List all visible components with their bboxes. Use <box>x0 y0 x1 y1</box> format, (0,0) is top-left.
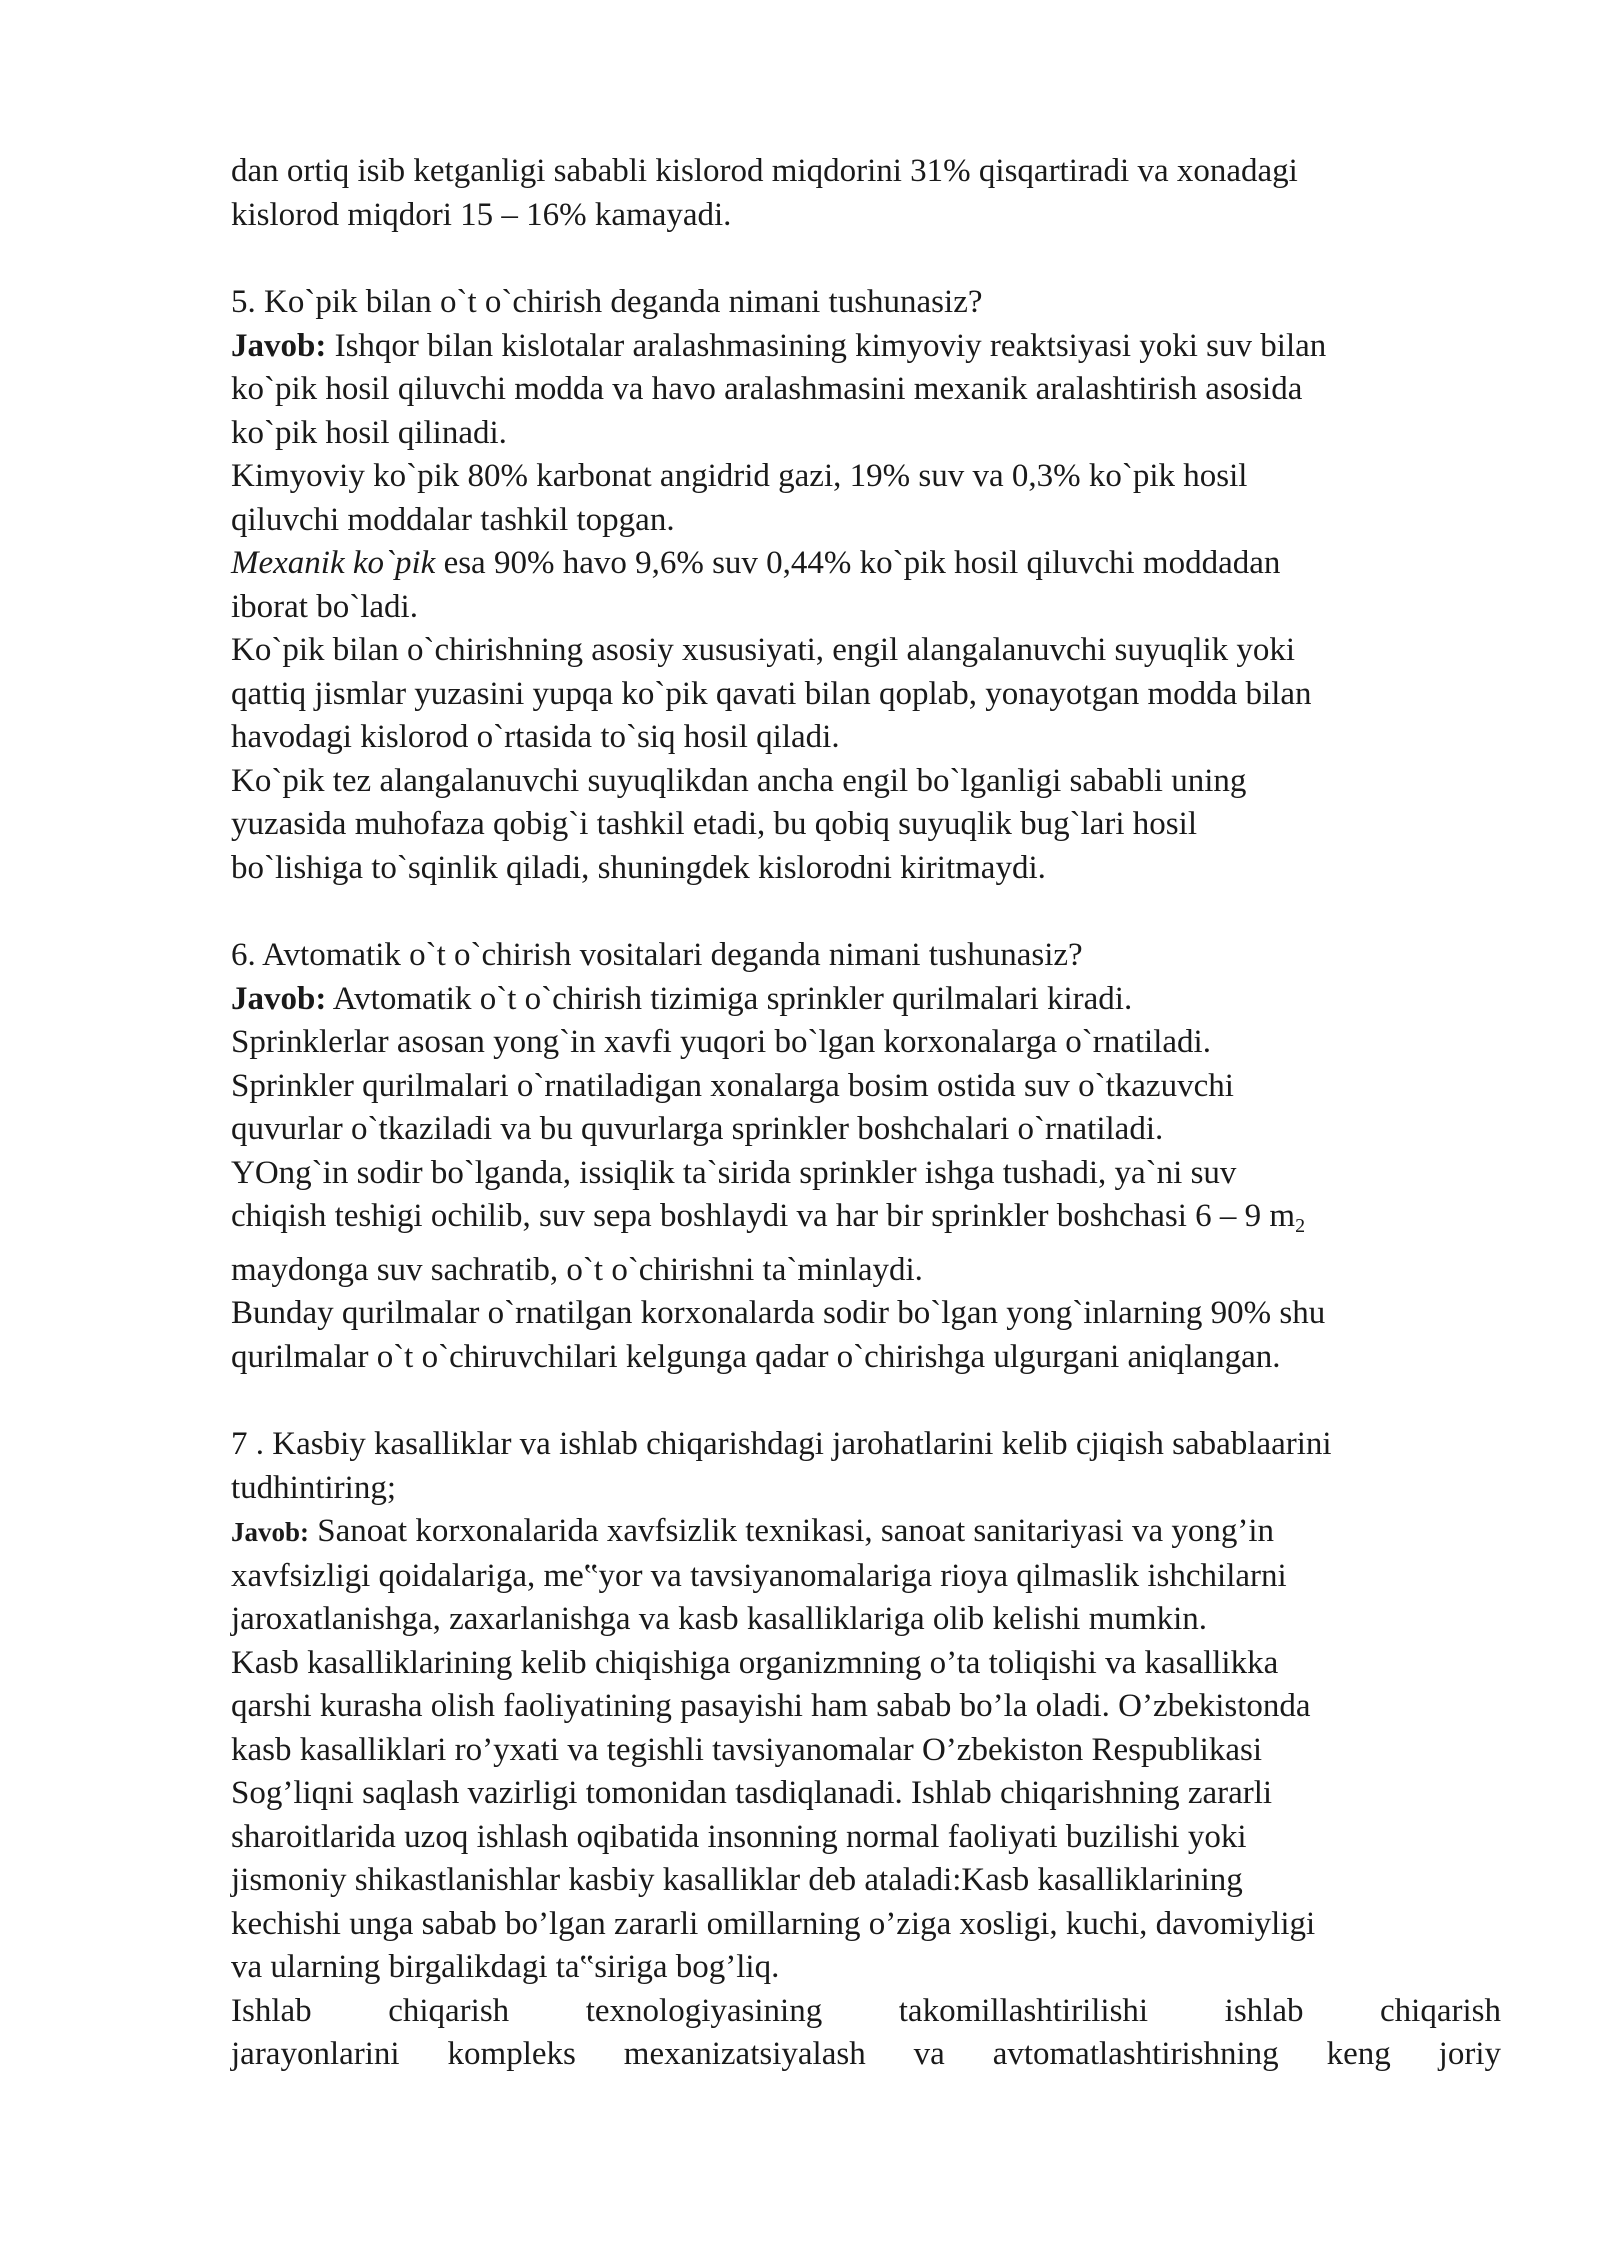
answer-line <box>231 1510 1501 1555</box>
question-number: 7 . <box>231 1426 264 1462</box>
subscript: 2 <box>1295 1215 1306 1237</box>
paragraph-line: kechishi unga sabab bo’lgan zararli omillarning o’ziga xosligi, kuchi, davomiyligi <box>231 1905 1316 1942</box>
paragraph-line: sharoitlarida uzoq ishlash oqibatida insonning normal faoliyati buzilishi yoki <box>231 1818 1247 1855</box>
answer-text: Sanoat korxonalarida xavfsizlik texnikasi, sanoat sanitariyasi va yong’in <box>309 1513 1275 1549</box>
paragraph-line: Bunday qurilmalar o`rnatilgan korxonalarda sodir bo`lgan yong`inlarning 90% shu <box>231 1295 1326 1331</box>
paragraph-line: yuzasida muhofaza qobig`i tashkil etadi, bu qobiq suyuqlik bug`lari hosil <box>231 806 1197 842</box>
paragraph-line: Sprinklerlar asosan yong`in xavfi yuqori bo`lgan korxonalarga o`rnatiladi. <box>231 1024 1211 1060</box>
paragraph-line: Kasb kasalliklarining kelib chiqishiga organizmning o’ta toliqishi va kasallikka <box>231 1644 1279 1681</box>
paragraph-line: jismoniy shikastlanishlar kasbiy kasalliklar deb ataladi:Kasb kasalliklarining <box>231 1862 1243 1898</box>
paragraph-line: havodagi kislorod o`rtasida to`siq hosil qiladi. <box>231 719 840 755</box>
paragraph-line: qattiq jismlar yuzasini yupqa ko`pik qavati bilan qoplab, yonayotgan modda bilan <box>231 675 1312 712</box>
paragraph-line: va ularning birgalikdagi ta‟siriga bog’liq. <box>231 1949 780 1985</box>
paragraph-line <box>231 542 1501 586</box>
question-7-heading <box>231 1423 1501 1467</box>
answer-label: Javob: <box>231 980 327 1017</box>
paragraph-line: Kimyoviy ko`pik 80% karbonat angidrid gazi, 19% suv va 0,3% ko`pik hosil <box>231 458 1248 494</box>
paragraph-line: qarshi kurasha olish faoliyatining pasayishi ham sabab bo’la oladi. O’zbekistonda <box>231 1688 1311 1724</box>
paragraph-line <box>231 1195 1501 1249</box>
answer-line <box>231 325 1501 369</box>
question-5-heading: 5. Ko`pik bilan o`t o`chirish deganda nimani tushunasiz? <box>231 284 983 320</box>
answer-line: ko`pik hosil qiluvchi modda va havo aralashmasini mexanik aralashtirish asosida <box>231 371 1303 407</box>
question-text: Kasbiy kasalliklar va ishlab chiqarishdagi jarohatlarini kelib cjiqish sabablaarini <box>264 1426 1332 1462</box>
italic-term: Mexanik ko`pik <box>231 545 436 581</box>
answer-line: xavfsizligi qoidalariga, me‟yor va tavsiyanomalariga rioya qilmaslik ishchilarni <box>231 1557 1287 1594</box>
question-6-heading: 6. Avtomatik o`t o`chirish vositalari deganda nimani tushunasiz? <box>231 937 1083 973</box>
answer-text: Ishqor bilan kislotalar aralashmasining kimyoviy reaktsiyasi yoki suv bilan <box>326 327 1327 364</box>
answer-line <box>231 978 1501 1022</box>
paragraph-line: quvurlar o`tkaziladi va bu quvurlarga sprinkler boshchalari o`rnatiladi. <box>231 1111 1164 1147</box>
paragraph-line: Sog’liqni saqlash vazirligi tomonidan tasdiqlanadi. Ishlab chiqarishning zararli <box>231 1775 1273 1811</box>
paragraph-line: Ko`pik bilan o`chirishning asosiy xususiyati, engil alangalanuvchi suyuqlik yoki <box>231 632 1296 668</box>
paragraph-line: qiluvchi moddalar tashkil topgan. <box>231 501 675 538</box>
answer-label: Javob: <box>231 1517 310 1547</box>
section-gap <box>231 890 1501 934</box>
intro-line: kislorod miqdori 15 – 16% kamayadi. <box>231 196 732 233</box>
paragraph-line: YOng`in sodir bo`lganda, issiqlik ta`sirida sprinkler ishga tushadi, ya`ni suv <box>231 1154 1237 1191</box>
intro-line: dan ortiq isib ketganligi sababli kislorod miqdorini 31% qisqartiradi va xonadagi <box>231 153 1298 189</box>
answer-text: Avtomatik o`t o`chirish tizimiga sprinkler qurilmalari kiradi. <box>326 980 1133 1017</box>
paragraph-line: Sprinkler qurilmalari o`rnatiladigan xonalarga bosim ostida suv o`tkazuvchi <box>231 1067 1234 1104</box>
paragraph-text: chiqish teshigi ochilib, suv sepa boshlaydi va har bir sprinkler boshchasi 6 – 9 m <box>231 1198 1296 1234</box>
section-gap <box>231 1379 1501 1423</box>
document-page <box>231 150 1501 2077</box>
paragraph-text: esa 90% havo 9,6% suv 0,44% ko`pik hosil qiluvchi moddadan <box>435 545 1281 581</box>
answer-line: ko`pik hosil qilinadi. <box>231 414 507 451</box>
answer-label: Javob: <box>231 327 327 364</box>
paragraph-line: Ko`pik tez alangalanuvchi suyuqlikdan ancha engil bo`lganligi sababli uning <box>231 762 1247 799</box>
section-gap <box>231 237 1501 281</box>
paragraph-line-justified: Ishlab chiqarish texnologiyasining takomillashtirilishi ishlab chiqarish <box>231 1992 1501 2029</box>
answer-line: jaroxatlanishga, zaxarlanishga va kasb kasalliklariga olib kelishi mumkin. <box>231 1601 1207 1637</box>
question-7-heading-line: tudhintiring; <box>231 1469 396 1506</box>
paragraph-line: kasb kasalliklari ro’yxati va tegishli tavsiyanomalar O’zbekiston Respublikasi <box>231 1731 1263 1768</box>
paragraph-line: maydonga suv sachratib, o`t o`chirishni ta`minlaydi. <box>231 1251 923 1288</box>
paragraph-line: bo`lishiga to`sqinlik qiladi, shuningdek kislorodni kiritmaydi. <box>231 849 1046 886</box>
paragraph-line-justified: jarayonlarini kompleks mexanizatsiyalash va avtomatlashtirishning keng joriy <box>231 2036 1501 2072</box>
paragraph-line: qurilmalar o`t o`chiruvchilari kelgunga qadar o`chirishga ulgurgani aniqlangan. <box>231 1338 1281 1375</box>
paragraph-line: iborat bo`ladi. <box>231 588 418 625</box>
